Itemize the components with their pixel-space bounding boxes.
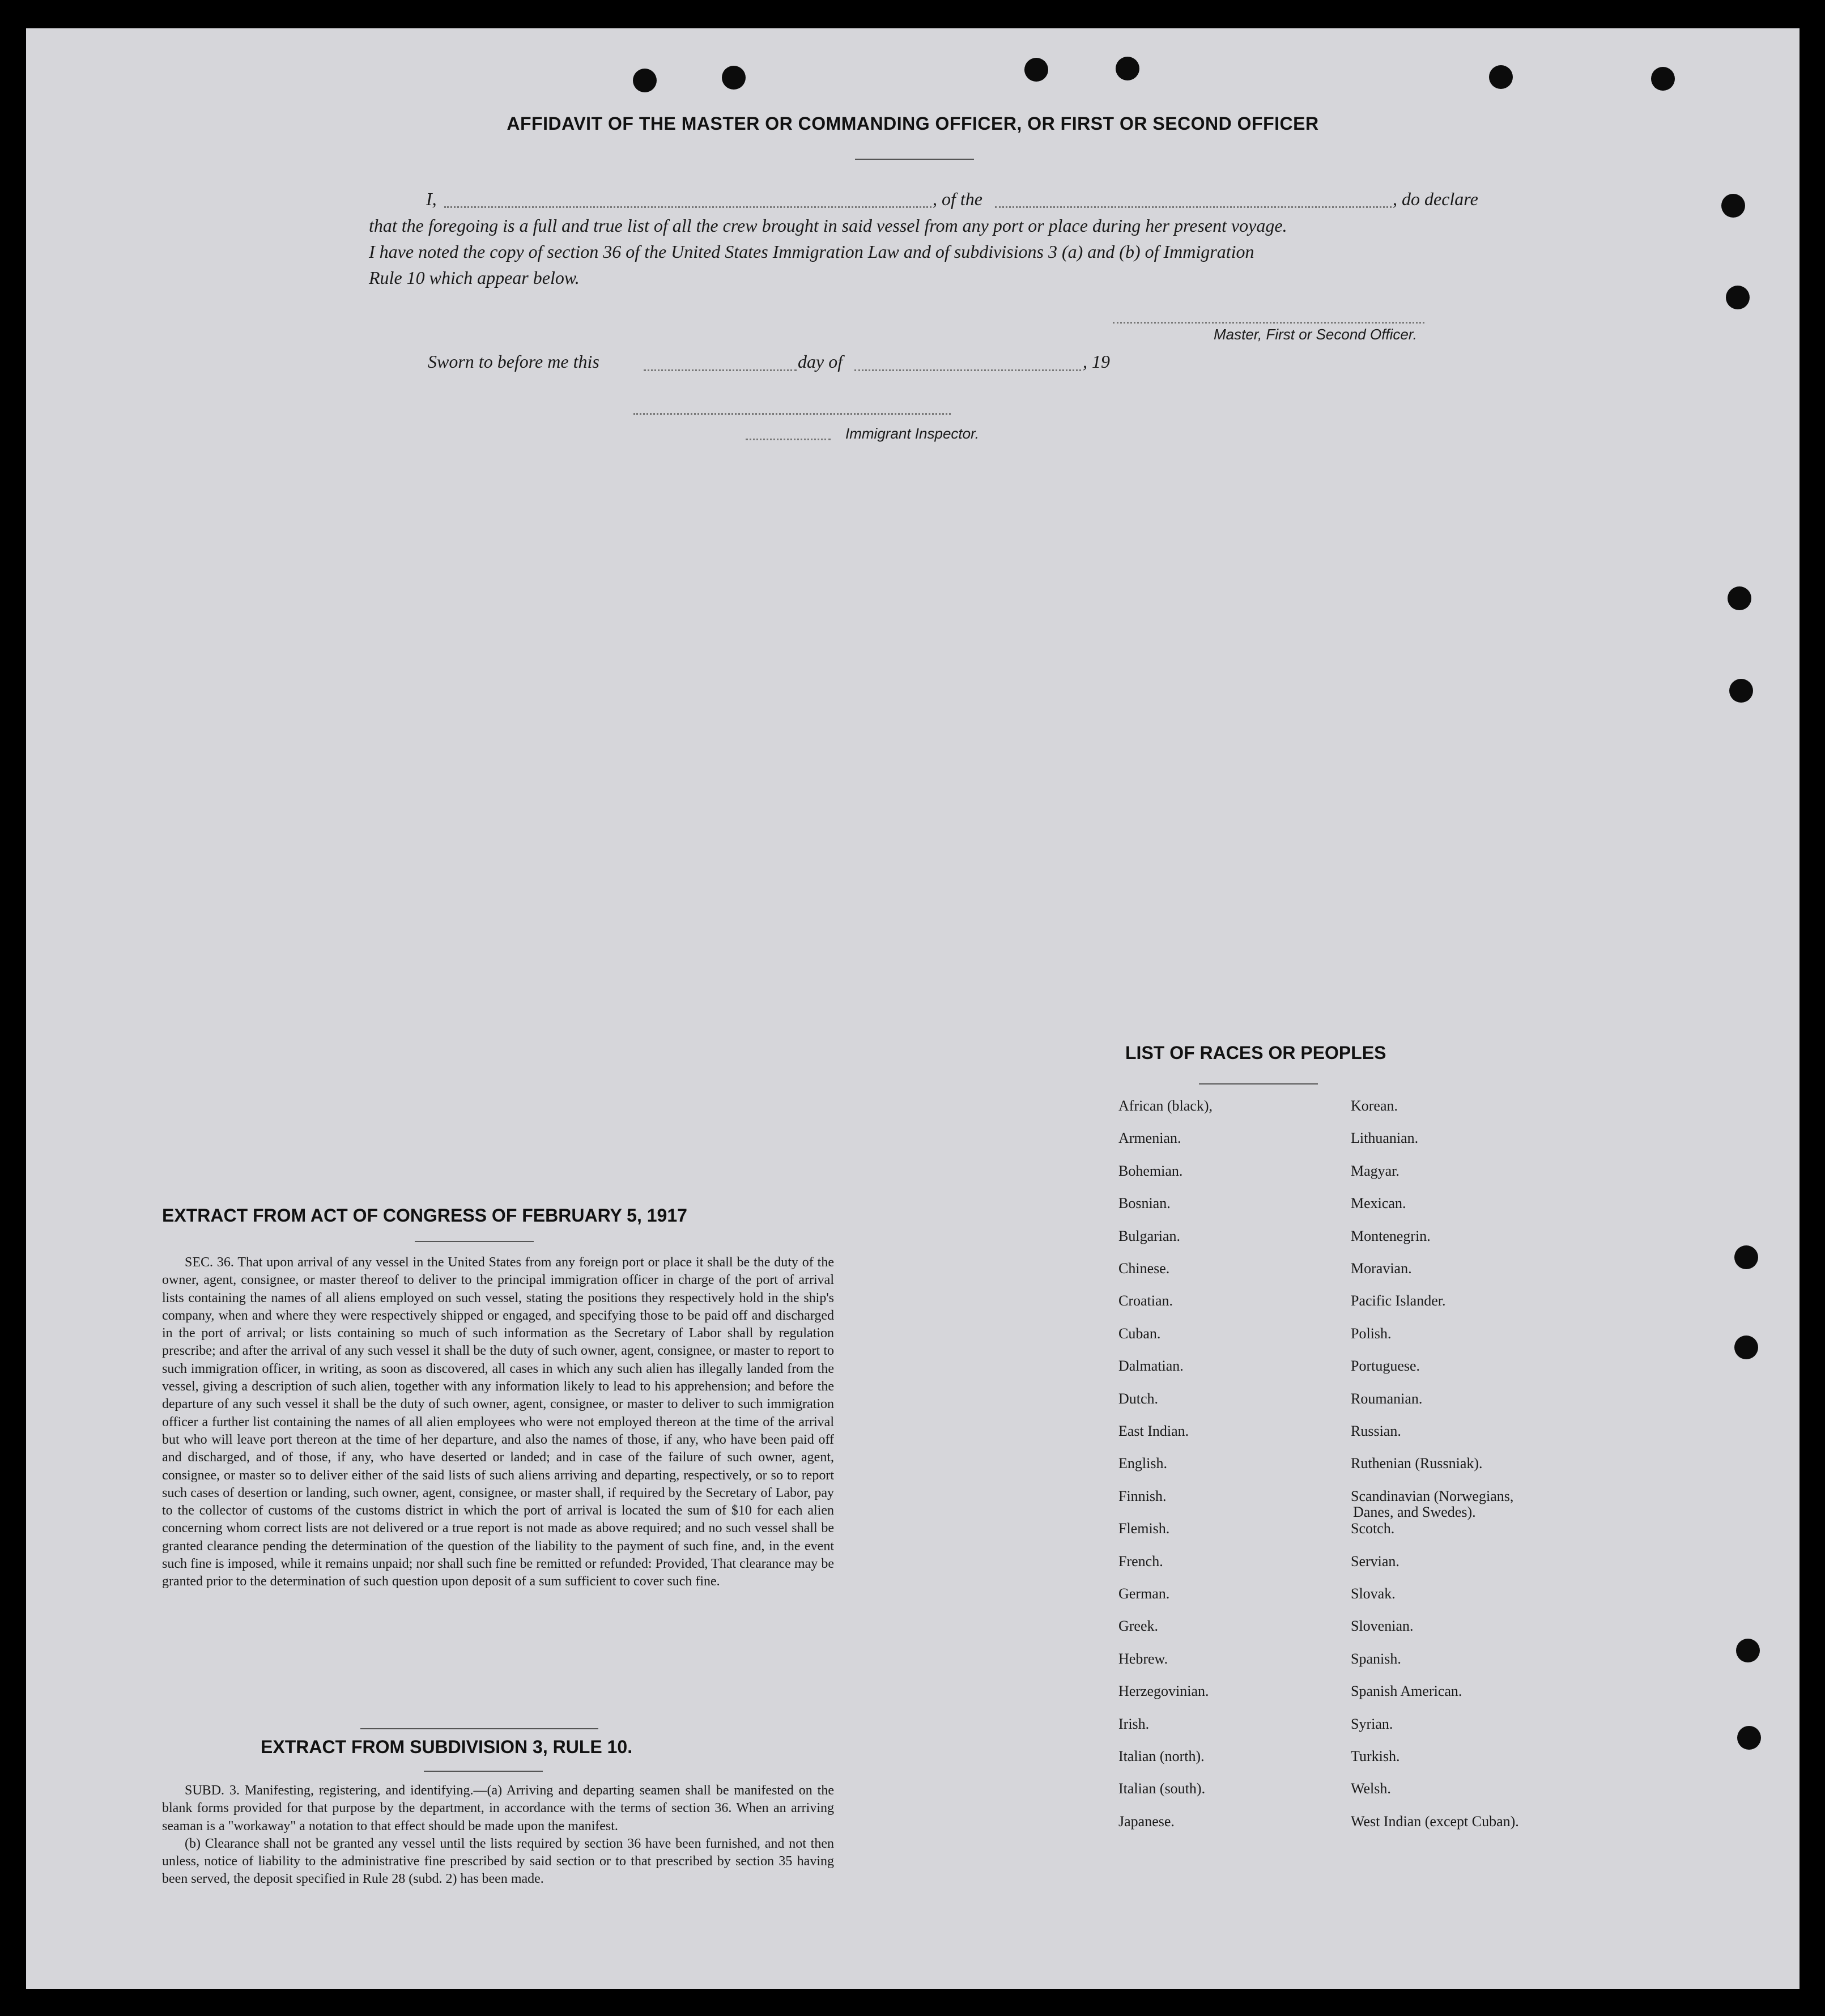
race-item: Bosnian. bbox=[1118, 1195, 1171, 1212]
punch-hole bbox=[1728, 586, 1751, 610]
race-item: Finnish. bbox=[1118, 1487, 1167, 1504]
race-item: Lithuanian. bbox=[1351, 1130, 1419, 1147]
form-sheet bbox=[26, 28, 1800, 1989]
race-item: Greek. bbox=[1118, 1618, 1159, 1635]
declarant-prefix: I, bbox=[426, 189, 437, 209]
punch-hole bbox=[1729, 679, 1753, 703]
declarant-name-field[interactable] bbox=[444, 206, 931, 208]
race-item: Welsh. bbox=[1351, 1780, 1391, 1797]
race-item: English. bbox=[1118, 1455, 1167, 1472]
race-item: Servian. bbox=[1351, 1553, 1399, 1570]
affidavit-line-2: that the foregoing is a full and true list of all the crew brought in said vessel from any port or place during her present voyage. bbox=[369, 215, 1287, 236]
sworn-day-of: day of bbox=[798, 351, 843, 372]
act-extract-body bbox=[162, 1254, 834, 1591]
race-item: Spanish. bbox=[1351, 1650, 1401, 1667]
race-item: Mexican. bbox=[1351, 1195, 1406, 1212]
race-item: Bohemian. bbox=[1118, 1162, 1183, 1179]
affidavit-title: AFFIDAVIT OF THE MASTER OR COMMANDING OFFICER, OR FIRST OR SECOND OFFICER bbox=[507, 113, 1319, 134]
extract-separator bbox=[360, 1728, 598, 1729]
race-item: French. bbox=[1118, 1553, 1163, 1570]
punch-hole bbox=[1726, 286, 1750, 309]
title-divider bbox=[855, 159, 974, 160]
race-item: Scotch. bbox=[1351, 1520, 1395, 1537]
race-item: Japanese. bbox=[1118, 1813, 1175, 1830]
race-item: Russian. bbox=[1351, 1423, 1401, 1439]
vessel-name-field[interactable] bbox=[995, 206, 1392, 208]
race-item: Korean. bbox=[1351, 1098, 1398, 1114]
punch-hole bbox=[1734, 1336, 1758, 1359]
sworn-prefix: Sworn to before me this bbox=[428, 351, 599, 372]
race-item: Magyar. bbox=[1351, 1162, 1399, 1179]
race-item: Hebrew. bbox=[1118, 1650, 1168, 1667]
race-item: German. bbox=[1118, 1585, 1170, 1602]
officer-signature-label: Master, First or Second Officer. bbox=[1214, 326, 1417, 343]
races-title: LIST OF RACES OR PEOPLES bbox=[1125, 1043, 1386, 1063]
race-item: Moravian. bbox=[1351, 1260, 1412, 1277]
race-item: Portuguese. bbox=[1351, 1358, 1420, 1375]
punch-hole bbox=[1116, 57, 1139, 80]
punch-hole bbox=[633, 69, 657, 92]
race-item: Herzegovinian. bbox=[1118, 1683, 1209, 1700]
race-item: Syrian. bbox=[1351, 1715, 1393, 1732]
race-item: Flemish. bbox=[1118, 1520, 1170, 1537]
sworn-month-field[interactable] bbox=[854, 369, 1081, 371]
of-the-text: , of the bbox=[933, 189, 982, 209]
race-item: Pacific Islander. bbox=[1351, 1292, 1446, 1309]
subdivision-b-text: (b) Clearance shall not be granted any vessel until the lists required by section 36 have been furnished, and not then unless, notice of liability to the administrative fine prescribed by said section or to that prescribed by section 35 having been served, the deposit specified in Rule 28 (subd. 2) has been made. bbox=[162, 1836, 834, 1887]
race-item: Polish. bbox=[1351, 1325, 1392, 1342]
affidavit-line-4: Rule 10 which appear below. bbox=[369, 267, 580, 288]
race-item: Dutch. bbox=[1118, 1390, 1159, 1407]
rule-extract-divider bbox=[424, 1771, 543, 1772]
race-item: Cuban. bbox=[1118, 1325, 1161, 1342]
officer-signature-field[interactable] bbox=[1113, 322, 1424, 324]
race-item: Dalmatian. bbox=[1118, 1358, 1184, 1375]
rule-extract-body bbox=[162, 1782, 834, 1889]
sworn-day-field[interactable] bbox=[644, 369, 797, 371]
race-item: Croatian. bbox=[1118, 1292, 1173, 1309]
race-item: Slovenian. bbox=[1351, 1618, 1414, 1635]
race-item: Bulgarian. bbox=[1118, 1227, 1181, 1244]
punch-hole bbox=[1024, 58, 1048, 82]
rule-extract-title: EXTRACT FROM SUBDIVISION 3, RULE 10. bbox=[261, 1737, 633, 1757]
act-extract-title: EXTRACT FROM ACT OF CONGRESS OF FEBRUARY 5, 1917 bbox=[162, 1205, 687, 1226]
race-item: African (black), bbox=[1118, 1098, 1213, 1114]
punch-hole bbox=[1651, 67, 1675, 91]
affidavit-line-3: I have noted the copy of section 36 of the United States Immigration Law and of subdivisions 3 (a) and (b) of Immigration bbox=[369, 241, 1254, 262]
race-item: Irish. bbox=[1118, 1715, 1150, 1732]
punch-hole bbox=[1734, 1245, 1758, 1269]
inspector-label: Immigrant Inspector. bbox=[845, 425, 980, 442]
race-item: Armenian. bbox=[1118, 1130, 1181, 1147]
races-divider bbox=[1199, 1083, 1318, 1084]
inspector-signature-field-2[interactable] bbox=[746, 439, 831, 440]
race-item: Scandinavian (Norwegians, bbox=[1351, 1487, 1514, 1504]
race-item: Turkish. bbox=[1351, 1748, 1400, 1764]
race-item: Chinese. bbox=[1118, 1260, 1170, 1277]
race-item: East Indian. bbox=[1118, 1423, 1189, 1439]
sworn-year: , 19 bbox=[1083, 351, 1110, 372]
act-extract-divider bbox=[415, 1241, 534, 1242]
race-item: Ruthenian (Russniak). bbox=[1351, 1455, 1483, 1472]
race-item: Italian (north). bbox=[1118, 1748, 1205, 1764]
race-item: Italian (south). bbox=[1118, 1780, 1206, 1797]
race-item: Roumanian. bbox=[1351, 1390, 1423, 1407]
race-item: Slovak. bbox=[1351, 1585, 1396, 1602]
race-item: West Indian (except Cuban). bbox=[1351, 1813, 1519, 1830]
declare-text: , do declare bbox=[1393, 189, 1478, 209]
punch-hole bbox=[1721, 194, 1745, 218]
race-item: Danes, and Swedes). bbox=[1353, 1503, 1476, 1520]
punch-hole bbox=[1736, 1639, 1760, 1662]
punch-hole bbox=[722, 66, 746, 90]
race-item: Montenegrin. bbox=[1351, 1227, 1431, 1244]
subdivision-a-text: SUBD. 3. Manifesting, registering, and identifying.—(a) Arriving and departing seamen shall be manifested on the blank forms provided for that purpose by the department, in accordance with the terms of section 36. When an arriving seaman is a "workaway" a notation to that effect should be made upon the manifest. bbox=[162, 1783, 834, 1834]
inspector-signature-field[interactable] bbox=[633, 413, 951, 415]
section-36-text: SEC. 36. That upon arrival of any vessel in the United States from any foreign port or place it shall be the duty of the owner, agent, consignee, or master thereof to deliver to the principal immigration officer in charge of the port of arrival lists containing the names of all aliens employed on such vessel, stating the positions they respectively hold in the ship's company, when and where they were respectively shipped or engaged, and specifying those to be paid off and discharged in the port of arrival; or lists containing so much of such information as the Secretary of Labor shall by regulation prescribe; and after the arrival of any such vessel it shall be the duty of such owner, agent, consignee, or master to report to such immigration officer, in writing, as soon as discovered, all cases in which any such alien has illegally landed from the vessel, giving a description of such alien, together with any information likely to lead to his apprehension; and before the departure of any such vessel it shall be the duty of such owner, agent, consignee, or master to deliver to such immigration officer a further list containing the names of all alien employees who were not employed thereon at the time of the arrival but who will leave port thereon at the time of her departure, and also the names of those, if any, who have been paid off and discharged, and of those, if any, who have deserted or landed; and in case of the failure of such owner, agent, consignee, or master so to deliver either of the said lists of such aliens arriving and departing, respectively, or so to report such cases of desertion or landing, such owner, agent, consignee, or master shall, if required by the Secretary of Labor, pay to the collector of customs of the customs district in which the port of arrival is located the sum of $10 for each alien concerning whom correct lists are not delivered or a true report is not made as above required; and no such vessel shall be granted clearance pending the determination of the question of the liability to the payment of such fine, and, in the event such fine is imposed, while it remains unpaid; nor shall such fine be remitted or refunded: Provided, That clearance may be granted prior to the determination of such question upon deposit of a sum sufficient to cover such fine. bbox=[162, 1255, 834, 1589]
punch-hole bbox=[1489, 65, 1513, 89]
race-item: Spanish American. bbox=[1351, 1683, 1462, 1700]
punch-hole bbox=[1737, 1726, 1761, 1750]
